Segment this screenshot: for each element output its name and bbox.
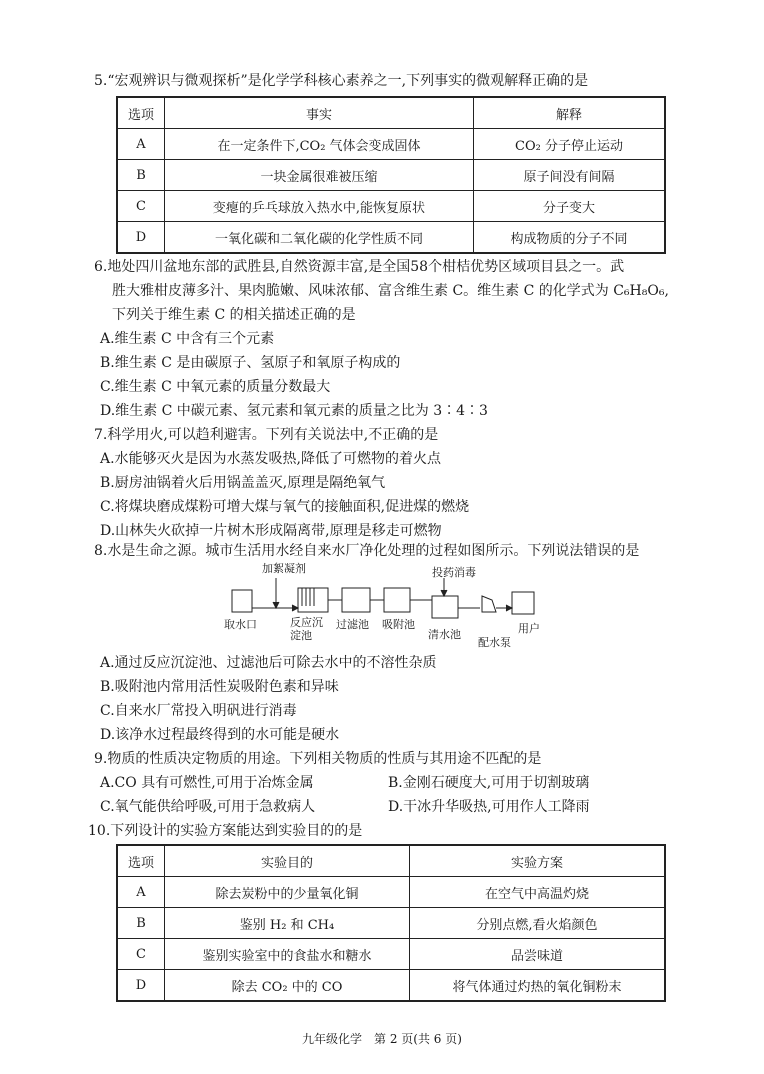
step-adsorption: 吸附池 [382,618,415,631]
water-treatment-diagram [222,560,562,660]
header-cell: 选项 [117,845,165,877]
table-row [117,877,665,908]
header-cell: 选项 [117,97,165,129]
header-cell: 实验目的 [165,845,410,877]
disinfectant-label: 投药消毒 [432,566,476,579]
table-cell: D [117,970,165,1002]
table-cell: 鉴别实验室中的食盐水和糖水 [165,939,410,970]
q6-option-d: D.维生素 C 中碳元素、氢元素和氧元素的质量之比为 3∶4∶3 [100,403,488,419]
table-cell: 构成物质的分子不同 [474,222,666,254]
q10-table [116,844,666,1002]
table-row [117,939,665,970]
table-cell: 变瘪的乒乓球放入热水中,能恢复原状 [165,191,474,222]
table-cell: 除去 CO₂ 中的 CO [165,970,410,1002]
step-user: 用户 [518,622,540,635]
q5-table [116,96,666,254]
table-cell: 分别点燃,看火焰颜色 [410,908,666,939]
table-cell: B [117,160,165,191]
table-cell: 品尝味道 [410,939,666,970]
table-cell: 分子变大 [474,191,666,222]
step-filter: 过滤池 [336,618,369,631]
step-clear-water: 清水池 [428,628,461,641]
q7-option-b: B.厨房油锅着火后用锅盖盖灭,原理是隔绝氧气 [100,475,386,491]
table-header-row [117,845,665,877]
table-row [117,970,665,1002]
q7-option-d: D.山林失火砍掉一片树木形成隔离带,原理是移走可燃物 [100,523,442,539]
q9-option-b: B.金刚石硬度大,可用于切割玻璃 [388,775,590,791]
table-cell: D [117,222,165,254]
q7-stem: 7.科学用火,可以趋利避害。下列有关说法中,不正确的是 [94,427,439,443]
q8-option-a: A.通过反应沉淀池、过滤池后可除去水中的不溶性杂质 [100,655,437,671]
q6-option-a: A.维生素 C 中含有三个元素 [100,331,275,347]
step-intake: 取水口 [224,618,257,631]
table-row [117,191,665,222]
q6-option-c: C.维生素 C 中氧元素的质量分数最大 [100,379,331,395]
q6-stem-line-1: 6.地处四川盆地东部的武胜县,自然资源丰富,是全国58个柑桔优势区域项目县之一。武 [94,259,625,275]
step-pump: 配水泵 [478,636,511,649]
q7-option-c: C.将煤块磨成煤粉可增大煤与氧气的接触面积,促进煤的燃烧 [100,499,470,515]
q9-stem: 9.物质的性质决定物质的用途。下列相关物质的性质与其用途不匹配的是 [94,751,542,767]
q9-option-c: C.氧气能供给呼吸,可用于急救病人 [100,799,316,815]
table-cell: 原子间没有间隔 [474,160,666,191]
table-cell: 将气体通过灼热的氧化铜粉末 [410,970,666,1002]
header-cell: 事实 [165,97,474,129]
flocculant-label: 加絮凝剂 [262,562,306,575]
table-cell: 一块金属很难被压缩 [165,160,474,191]
q9-option-a: A.CO 具有可燃性,可用于冶炼金属 [100,775,314,791]
header-cell: 实验方案 [410,845,666,877]
q8-option-c: C.自来水厂常投入明矾进行消毒 [100,703,297,719]
table-cell: C [117,939,165,970]
q8-stem: 8.水是生命之源。城市生活用水经自来水厂净化处理的过程如图所示。下列说法错误的是 [94,543,640,559]
q8-option-d: D.该净水过程最终得到的水可能是硬水 [100,727,340,743]
table-row [117,129,665,160]
q8-option-b: B.吸附池内常用活性炭吸附色素和异味 [100,679,339,695]
table-row [117,160,665,191]
table-cell: A [117,129,165,160]
table-cell: 在一定条件下,CO₂ 气体会变成固体 [165,129,474,160]
page-footer: 九年级化学 第 2 页(共 6 页) [302,1032,462,1046]
table-cell: 一氧化碳和二氧化碳的化学性质不同 [165,222,474,254]
table-cell: A [117,877,165,908]
header-cell: 解释 [474,97,666,129]
table-row [117,908,665,939]
q9-option-d: D.干冰升华吸热,可用作人工降雨 [388,799,590,815]
table-row [117,222,665,254]
table-cell: CO₂ 分子停止运动 [474,129,666,160]
table-cell: 除去炭粉中的少量氧化铜 [165,877,410,908]
q7-option-a: A.水能够灭火是因为水蒸发吸热,降低了可燃物的着火点 [100,451,442,467]
q10-stem: 10.下列设计的实验方案能达到实验目的的是 [88,823,363,839]
q6-stem-line-2: 胜大雅柑皮薄多汁、果肉脆嫩、风味浓郁、富含维生素 C。维生素 C 的化学式为 C₆H₈O₆, [112,283,669,299]
table-cell: C [117,191,165,222]
table-cell: 鉴别 H₂ 和 CH₄ [165,908,410,939]
step-sedimentation: 反应沉淀池 [290,616,323,642]
q5-stem: 5.“宏观辨识与微观探析”是化学学科核心素养之一,下列事实的微观解释正确的是 [94,73,589,89]
q6-option-b: B.维生素 C 是由碳原子、氢原子和氧原子构成的 [100,355,401,371]
q6-stem-line-3: 下列关于维生素 C 的相关描述正确的是 [112,307,356,323]
table-cell: B [117,908,165,939]
table-header-row [117,97,665,129]
table-cell: 在空气中高温灼烧 [410,877,666,908]
